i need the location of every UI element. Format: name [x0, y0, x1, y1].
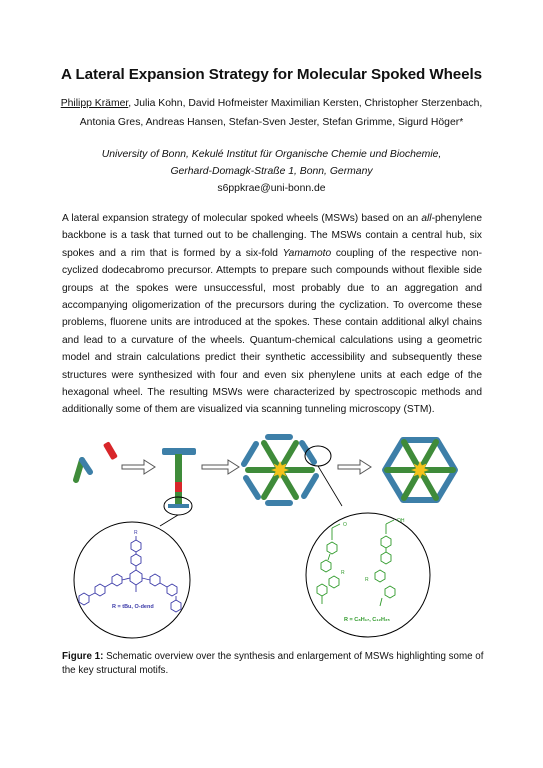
closed-spoked-wheel	[385, 440, 455, 500]
abstract	[62, 210, 482, 419]
affiliation-line-2: Gerhard-Domagk-Straße 1, Bonn, Germany	[170, 166, 373, 177]
building-block-red-rod	[103, 441, 118, 460]
abstract-text-3: coupling of the respective non-cyclized dodecabromo precursor. Attempts to prepare such compounds without flexible side groups at the spokes were unsuccessful, most probably due to an aggregation and accompanying oligomerization of the precursors during the cyclization. To overcome these problems, fluorene units are introduced at the spokes. These contain additional alkyl chains and lead to a curvature of the wheels. Quantum-chemical calculations using a geometric model and strain calculations predict their synthetic accessibility and subsequently these structures were synthesized with four and even six phenylene units at each edge of the hexagonal wheel. The resulting MSWs were characterized by spectroscopic methods and additionally some of them are visualized via scanning tunneling microscopy (STM).	[62, 247, 482, 416]
affiliation-line-1: University of Bonn, Kekulé Institut für Organische Chemie und Biochemie,	[101, 149, 442, 160]
abstract-text-2: -phenylene backbone is a task that turned out to be challenging. The MSWs contain a central hub, six spokes and a rim that is formed by a six-fold	[62, 213, 482, 259]
arrow-2	[202, 460, 239, 474]
spoke-t-unit	[162, 448, 196, 508]
connector-line-rim	[318, 466, 342, 506]
paper-title: A Lateral Expansion Strategy for Molecular Spoked Wheels	[61, 66, 482, 83]
fluorene-r-label-1: R	[341, 570, 345, 576]
caption-label: Figure 1:	[62, 651, 104, 662]
figure-caption	[62, 650, 492, 678]
authors-line-1: , Julia Kohn, David Hofmeister Maximilian Kersten, Christopher Sterzenbach,	[128, 98, 483, 109]
hub-r-definition: R = tBu, O-dend	[112, 604, 154, 610]
abstract-emphasis-yamamoto: Yamamoto	[282, 247, 332, 259]
fluorene-r-definition: R = C₈H₁₇, C₁₂H₂₅	[344, 617, 390, 623]
arrow-1	[122, 460, 155, 474]
affiliation	[30, 146, 513, 197]
hub-molecule-circle	[74, 522, 190, 638]
abstract-text-1: A lateral expansion strategy of molecular spoked wheels (MSWs) based on an	[62, 213, 422, 224]
contact-email: s6ppkrae@uni-bonn.de	[217, 183, 326, 194]
hub-r-label: R	[134, 530, 138, 536]
building-block-v	[76, 460, 90, 480]
arrow-3	[338, 460, 371, 474]
presenting-author: Philipp Krämer	[60, 98, 129, 109]
open-wheel-precursor	[244, 437, 316, 503]
fluorene-oh-label-2: OH	[397, 518, 405, 524]
author-list	[40, 94, 503, 132]
caption-text: Schematic overview over the synthesis and enlargement of MSWs highlighting some of the key structural motifs.	[62, 651, 484, 676]
figure-1-schematic	[60, 430, 486, 640]
abstract-emphasis-all: all	[421, 213, 432, 224]
authors-line-2: Antonia Gres, Andreas Hansen, Stefan-Sven Jester, Stefan Grimme, Sigurd Höger*	[79, 117, 464, 128]
fluorene-r-label-2: R	[365, 577, 369, 583]
fluorene-o-label-1: O	[343, 522, 347, 528]
connector-line-hub	[160, 515, 178, 526]
